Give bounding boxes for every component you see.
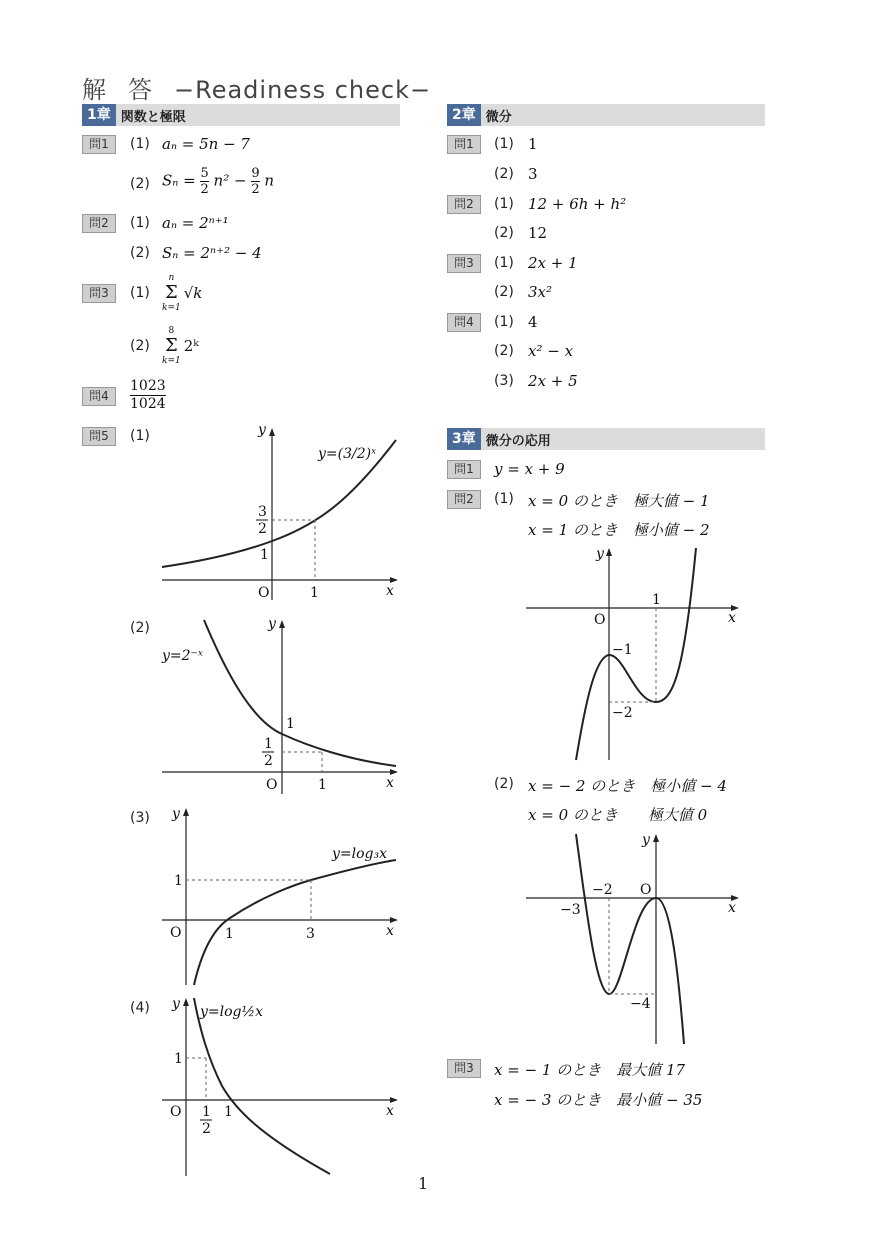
frac-numerator: 5 [200, 166, 209, 181]
ch3-q2-a1-line1: x = 0 のとき 極大値 − 1 [528, 492, 710, 510]
ch1-q3-label: 問3 [82, 284, 116, 303]
ch2-q1-answer1: 1 [528, 135, 538, 153]
y-label: y [596, 546, 604, 562]
sigma-icon: Σ [165, 335, 178, 356]
curve-log [194, 998, 330, 1174]
ch1-q5-label: 問5 [82, 427, 116, 446]
ch1-q5-part2: (2) [130, 620, 150, 636]
ch1-q5-part1: (1) [130, 428, 150, 444]
tick-y-1: 1 [260, 547, 269, 563]
ch1-q1-answer1: aₙ = 5n − 7 [162, 135, 250, 153]
graph-exp-2-neg [150, 612, 410, 802]
x-label: x [728, 610, 736, 626]
ch2-q1-part1: (1) [494, 136, 514, 152]
chapter-3-number: 3章 [447, 428, 481, 450]
sigma-icon: Σ [165, 282, 178, 303]
ch2-q3-answer2: 3x² [528, 283, 553, 301]
y-label: y [258, 422, 266, 438]
ch1-q1-a2-frac2 [251, 166, 259, 197]
graph-cubic-1 [520, 542, 750, 767]
origin-label: O [266, 777, 278, 793]
tick-x-1: 1 [310, 585, 319, 601]
ch2-q3-part1: (1) [494, 255, 514, 271]
ch1-q2-answer2: Sₙ = 2ⁿ⁺² − 4 [162, 244, 262, 262]
ch2-q3-answer1: 2x + 1 [528, 254, 578, 272]
ch1-q1-label: 問1 [82, 135, 116, 154]
sum-symbol [162, 272, 181, 314]
tick-x-3: 3 [306, 926, 315, 942]
graph-exp-3-2 [150, 420, 410, 605]
x-label: x [386, 1103, 394, 1119]
y-axis-arrow-icon [183, 808, 189, 816]
ch1-q1-part2: (2) [130, 176, 150, 192]
sum-top: n [168, 273, 175, 283]
graph-log-half [150, 990, 410, 1180]
ch1-q2-label: 問2 [82, 214, 116, 233]
sum-symbol [162, 325, 181, 367]
title-kai: 解 [82, 76, 120, 104]
tick-x-minus-2: −2 [592, 882, 613, 898]
ch1-q1-a2-end: n [264, 171, 275, 190]
y-axis-arrow-icon [269, 428, 275, 436]
ch2-q1-part2: (2) [494, 166, 514, 182]
tick-y-1: 1 [174, 1051, 183, 1067]
frac-numerator: 1023 [130, 378, 166, 394]
origin-label: O [594, 612, 606, 628]
y-label: y [172, 806, 180, 822]
frac-denominator: 2 [251, 182, 260, 197]
ch3-q3-label: 問3 [447, 1059, 481, 1078]
ch3-q3-line1: x = − 1 のとき 最大値 17 [494, 1061, 686, 1079]
ch1-q1-part1: (1) [130, 136, 150, 152]
x-label: x [728, 900, 736, 916]
ch1-q3-answer1 [162, 272, 202, 314]
tick-frac-den: 2 [202, 1121, 211, 1137]
ch3-q1-answer: y = x + 9 [494, 460, 565, 478]
tick-x-1: 1 [224, 1104, 233, 1120]
ch3-q2-a2-line1: x = − 2 のとき 極小値 − 4 [528, 777, 727, 795]
ch2-q4-part1: (1) [494, 314, 514, 330]
page-title [82, 70, 431, 105]
origin-label: O [640, 882, 652, 898]
ch1-q2-part1: (1) [130, 215, 150, 231]
ch3-q2-label: 問2 [447, 490, 481, 509]
curve-log [194, 860, 396, 985]
ch3-q2-a2-line2: x = 0 のとき 極大値 0 [528, 806, 708, 824]
ch1-q1-a2-lhs: Sₙ = [162, 171, 196, 190]
ch3-q2-a1-line2: x = 1 のとき 極小値 − 2 [528, 521, 710, 539]
y-label: y [172, 996, 180, 1012]
tick-frac-num: 1 [264, 736, 273, 752]
chapter-3-name: 微分の応用 [485, 433, 551, 449]
ch1-q4-label: 問4 [82, 387, 116, 406]
ch2-q3-label: 問3 [447, 254, 481, 273]
tick-y-1: 1 [174, 873, 183, 889]
page-number: 1 [418, 1174, 429, 1193]
y-axis-arrow-icon [606, 548, 612, 556]
y-axis-arrow-icon [653, 834, 659, 842]
x-label: x [386, 775, 394, 791]
frac-denominator: 1024 [130, 396, 166, 412]
function-label: y=log½x [200, 1004, 263, 1020]
ch2-q1-answer2: 3 [528, 165, 538, 183]
chapter-1-name: 関数と極限 [120, 109, 186, 125]
curve-exp [204, 620, 396, 766]
function-label: y=2⁻ˣ [162, 648, 203, 664]
function-label: y=log₃x [332, 846, 388, 862]
tick-x-1: 1 [225, 926, 234, 942]
sum-top: 8 [168, 326, 175, 336]
ch1-q5-part4: (4) [130, 1000, 150, 1016]
tick-x-1: 1 [652, 592, 661, 608]
ch2-q2-answer1: 12 + 6h + h² [528, 195, 627, 213]
ch3-q1-label: 問1 [447, 460, 481, 479]
tick-y-1: 1 [286, 716, 295, 732]
ch2-q1-label: 問1 [447, 135, 481, 154]
sum-bottom: k=1 [162, 303, 181, 313]
sum-body: √k [183, 284, 203, 302]
tick-x-minus-3: −3 [560, 902, 581, 918]
y-label: y [268, 616, 276, 632]
graph-log-3 [150, 800, 410, 990]
ch3-q3-line2: x = − 3 のとき 最小値 − 35 [494, 1091, 703, 1109]
chapter-1-header [82, 104, 400, 126]
tick-frac-den: 2 [258, 521, 267, 537]
ch1-q1-answer2 [162, 166, 274, 197]
ch1-q4-frac [130, 378, 166, 413]
ch2-q4-part2: (2) [494, 343, 514, 359]
ch2-q2-answer2: 12 [528, 224, 548, 242]
ch2-q2-part1: (1) [494, 196, 514, 212]
ch3-q2-part2: (2) [494, 776, 514, 792]
title-tou: 答 [128, 76, 166, 104]
ch2-q4-answer3: 2x + 5 [528, 372, 578, 390]
ch1-q1-a2-mid: n² − [213, 171, 247, 190]
ch2-q2-label: 問2 [447, 195, 481, 214]
y-axis-arrow-icon [279, 620, 285, 628]
origin-label: O [170, 925, 182, 941]
tick-y-minus-1: −1 [612, 642, 633, 658]
ch2-q4-answer1: 4 [528, 313, 538, 331]
tick-frac-den: 2 [264, 753, 273, 769]
x-label: x [386, 583, 394, 599]
ch2-q4-label: 問4 [447, 313, 481, 332]
origin-label: O [258, 585, 270, 601]
tick-frac-num: 1 [202, 1104, 211, 1120]
ch2-q3-part2: (2) [494, 284, 514, 300]
chapter-1-number: 1章 [82, 104, 116, 126]
tick-x-1: 1 [318, 777, 327, 793]
chapter-2-name: 微分 [485, 109, 512, 125]
chapter-2-number: 2章 [447, 104, 481, 126]
ch3-q2-part1: (1) [494, 491, 514, 507]
title-sub: −Readiness check− [174, 76, 432, 104]
y-label: y [642, 832, 650, 848]
ch1-q5-part3: (3) [130, 810, 150, 826]
x-label: x [386, 923, 394, 939]
ch2-q2-part2: (2) [494, 225, 514, 241]
curve-cubic [576, 548, 696, 760]
function-label: y=(3/2)ˣ [318, 446, 377, 462]
ch1-q2-part2: (2) [130, 245, 150, 261]
origin-label: O [170, 1104, 182, 1120]
frac-numerator: 9 [251, 166, 260, 181]
ch1-q3-part1: (1) [130, 285, 150, 301]
ch1-q4-answer [130, 378, 166, 413]
frac-denominator: 2 [200, 182, 209, 197]
ch2-q4-answer2: x² − x [528, 342, 574, 360]
tick-frac-num: 3 [258, 504, 267, 520]
chapter-2-header [447, 104, 765, 126]
ch1-q2-answer1: aₙ = 2ⁿ⁺¹ [162, 214, 229, 232]
y-axis-arrow-icon [183, 998, 189, 1006]
tick-y-minus-2: −2 [612, 705, 633, 721]
ch1-q1-a2-frac1 [200, 166, 208, 197]
ch2-q4-part3: (3) [494, 373, 514, 389]
tick-y-minus-4: −4 [630, 996, 651, 1012]
ch1-q3-part2: (2) [130, 338, 150, 354]
sum-body: 2ᵏ [183, 337, 199, 355]
curve-cubic [576, 834, 684, 1044]
graph-cubic-2 [520, 828, 750, 1050]
sum-bottom: k=1 [162, 356, 181, 366]
ch1-q3-answer2 [162, 325, 199, 367]
chapter-3-header [447, 428, 765, 450]
